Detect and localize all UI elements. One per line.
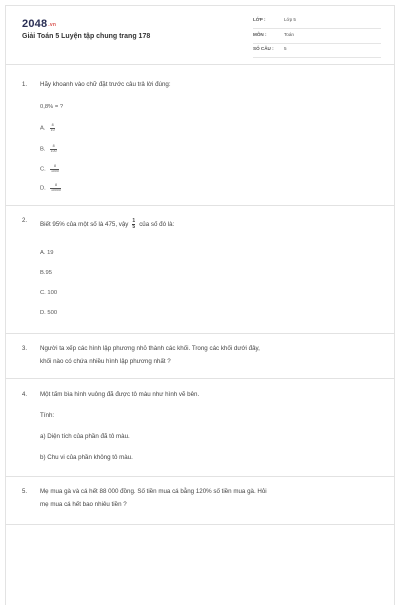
question-5-line-1: Mẹ mua gà và cá hết 88 000 đồng. Số tiền mua cá bằng 120% số tiền mua gà. Hỏi — [40, 488, 267, 495]
fraction — [50, 184, 61, 192]
question-divider — [5, 378, 395, 379]
option-letter: B. — [40, 146, 46, 153]
meta-value: Lớp 5 — [284, 17, 296, 22]
meta-grade — [253, 16, 381, 29]
question-divider — [5, 333, 395, 334]
fraction — [50, 165, 59, 173]
fraction-numerator: 8 — [51, 123, 54, 127]
fraction-denominator: 10000 — [50, 187, 61, 192]
question-5-number: 5. — [22, 489, 28, 495]
question-3-line-1: Người ta xếp các hình lập phương nhỏ thành các khối. Trong các khối dưới đây, — [40, 345, 260, 352]
question-1-option-b[interactable] — [40, 145, 57, 153]
meta-label: SỐ CÂU : — [253, 46, 274, 51]
page-frame — [5, 5, 395, 605]
question-2-text-before: Biết 95% của một số là 475, vậy — [40, 221, 129, 229]
fraction-denominator: 100 — [50, 148, 57, 153]
question-2-option-b[interactable]: B.95 — [40, 270, 52, 276]
question-5-line-2: mẹ mua cá hết bao nhiêu tiền ? — [40, 501, 127, 508]
question-2-text-after: của số đó là: — [139, 221, 175, 229]
site-logo[interactable] — [22, 18, 56, 30]
question-2-option-a[interactable]: A. 19 — [40, 250, 54, 256]
fraction-denominator: 5 — [132, 224, 136, 230]
meta-question-count — [253, 45, 381, 58]
question-3-line-2: khối nào có chứa nhiều hình lập phương nhất ? — [40, 358, 171, 365]
question-4-tinh: Tính: — [40, 412, 55, 419]
question-1-option-d[interactable] — [40, 184, 61, 192]
question-divider — [5, 476, 395, 477]
question-1-text: Hãy khoanh vào chữ đặt trước câu trả lời đúng: — [40, 81, 171, 88]
question-1-option-c[interactable] — [40, 165, 59, 173]
question-2-option-c[interactable]: C. 100 — [40, 290, 58, 296]
fraction-numerator: 8 — [52, 144, 55, 148]
document-title: Giải Toán 5 Luyện tập chung trang 178 — [22, 33, 151, 40]
question-1-option-a[interactable] — [40, 124, 55, 132]
fraction-numerator: 1 — [132, 218, 136, 224]
header-divider — [5, 64, 395, 65]
logo-suffix: .vn — [48, 22, 57, 28]
question-4-text: Một tấm bìa hình vuông đã được tô màu như hình vẽ bên. — [40, 391, 200, 398]
question-4-part-a: a) Diện tích của phần đã tô màu. — [40, 433, 130, 440]
fraction-numerator: 8 — [53, 164, 56, 168]
fraction-numerator: 8 — [54, 183, 57, 187]
fraction — [50, 124, 55, 132]
meta-label: MÔN : — [253, 32, 267, 37]
meta-label: LỚP : — [253, 17, 266, 22]
meta-value: 5 — [284, 46, 287, 51]
fraction — [132, 219, 135, 230]
option-letter: C. — [40, 166, 46, 173]
question-divider — [5, 205, 395, 206]
question-divider — [5, 524, 395, 525]
fraction-denominator: 10 — [50, 127, 55, 132]
question-2-option-d[interactable]: D. 500 — [40, 310, 58, 316]
question-3-number: 3. — [22, 346, 28, 352]
question-4-number: 4. — [22, 392, 28, 398]
question-4-part-b: b) Chu vi của phần không tô màu. — [40, 454, 133, 461]
question-2-number: 2. — [22, 218, 28, 224]
logo-text: 2048 — [22, 18, 48, 30]
meta-value: Toán — [284, 32, 294, 37]
question-1-expression: 0,8% = ? — [40, 104, 64, 110]
question-1-number: 1. — [22, 82, 28, 88]
option-letter: D. — [40, 185, 46, 192]
fraction-denominator: 1000 — [50, 168, 59, 173]
fraction — [50, 145, 57, 153]
option-letter: A. — [40, 125, 46, 132]
question-2-text — [40, 219, 174, 232]
meta-subject — [253, 31, 381, 44]
